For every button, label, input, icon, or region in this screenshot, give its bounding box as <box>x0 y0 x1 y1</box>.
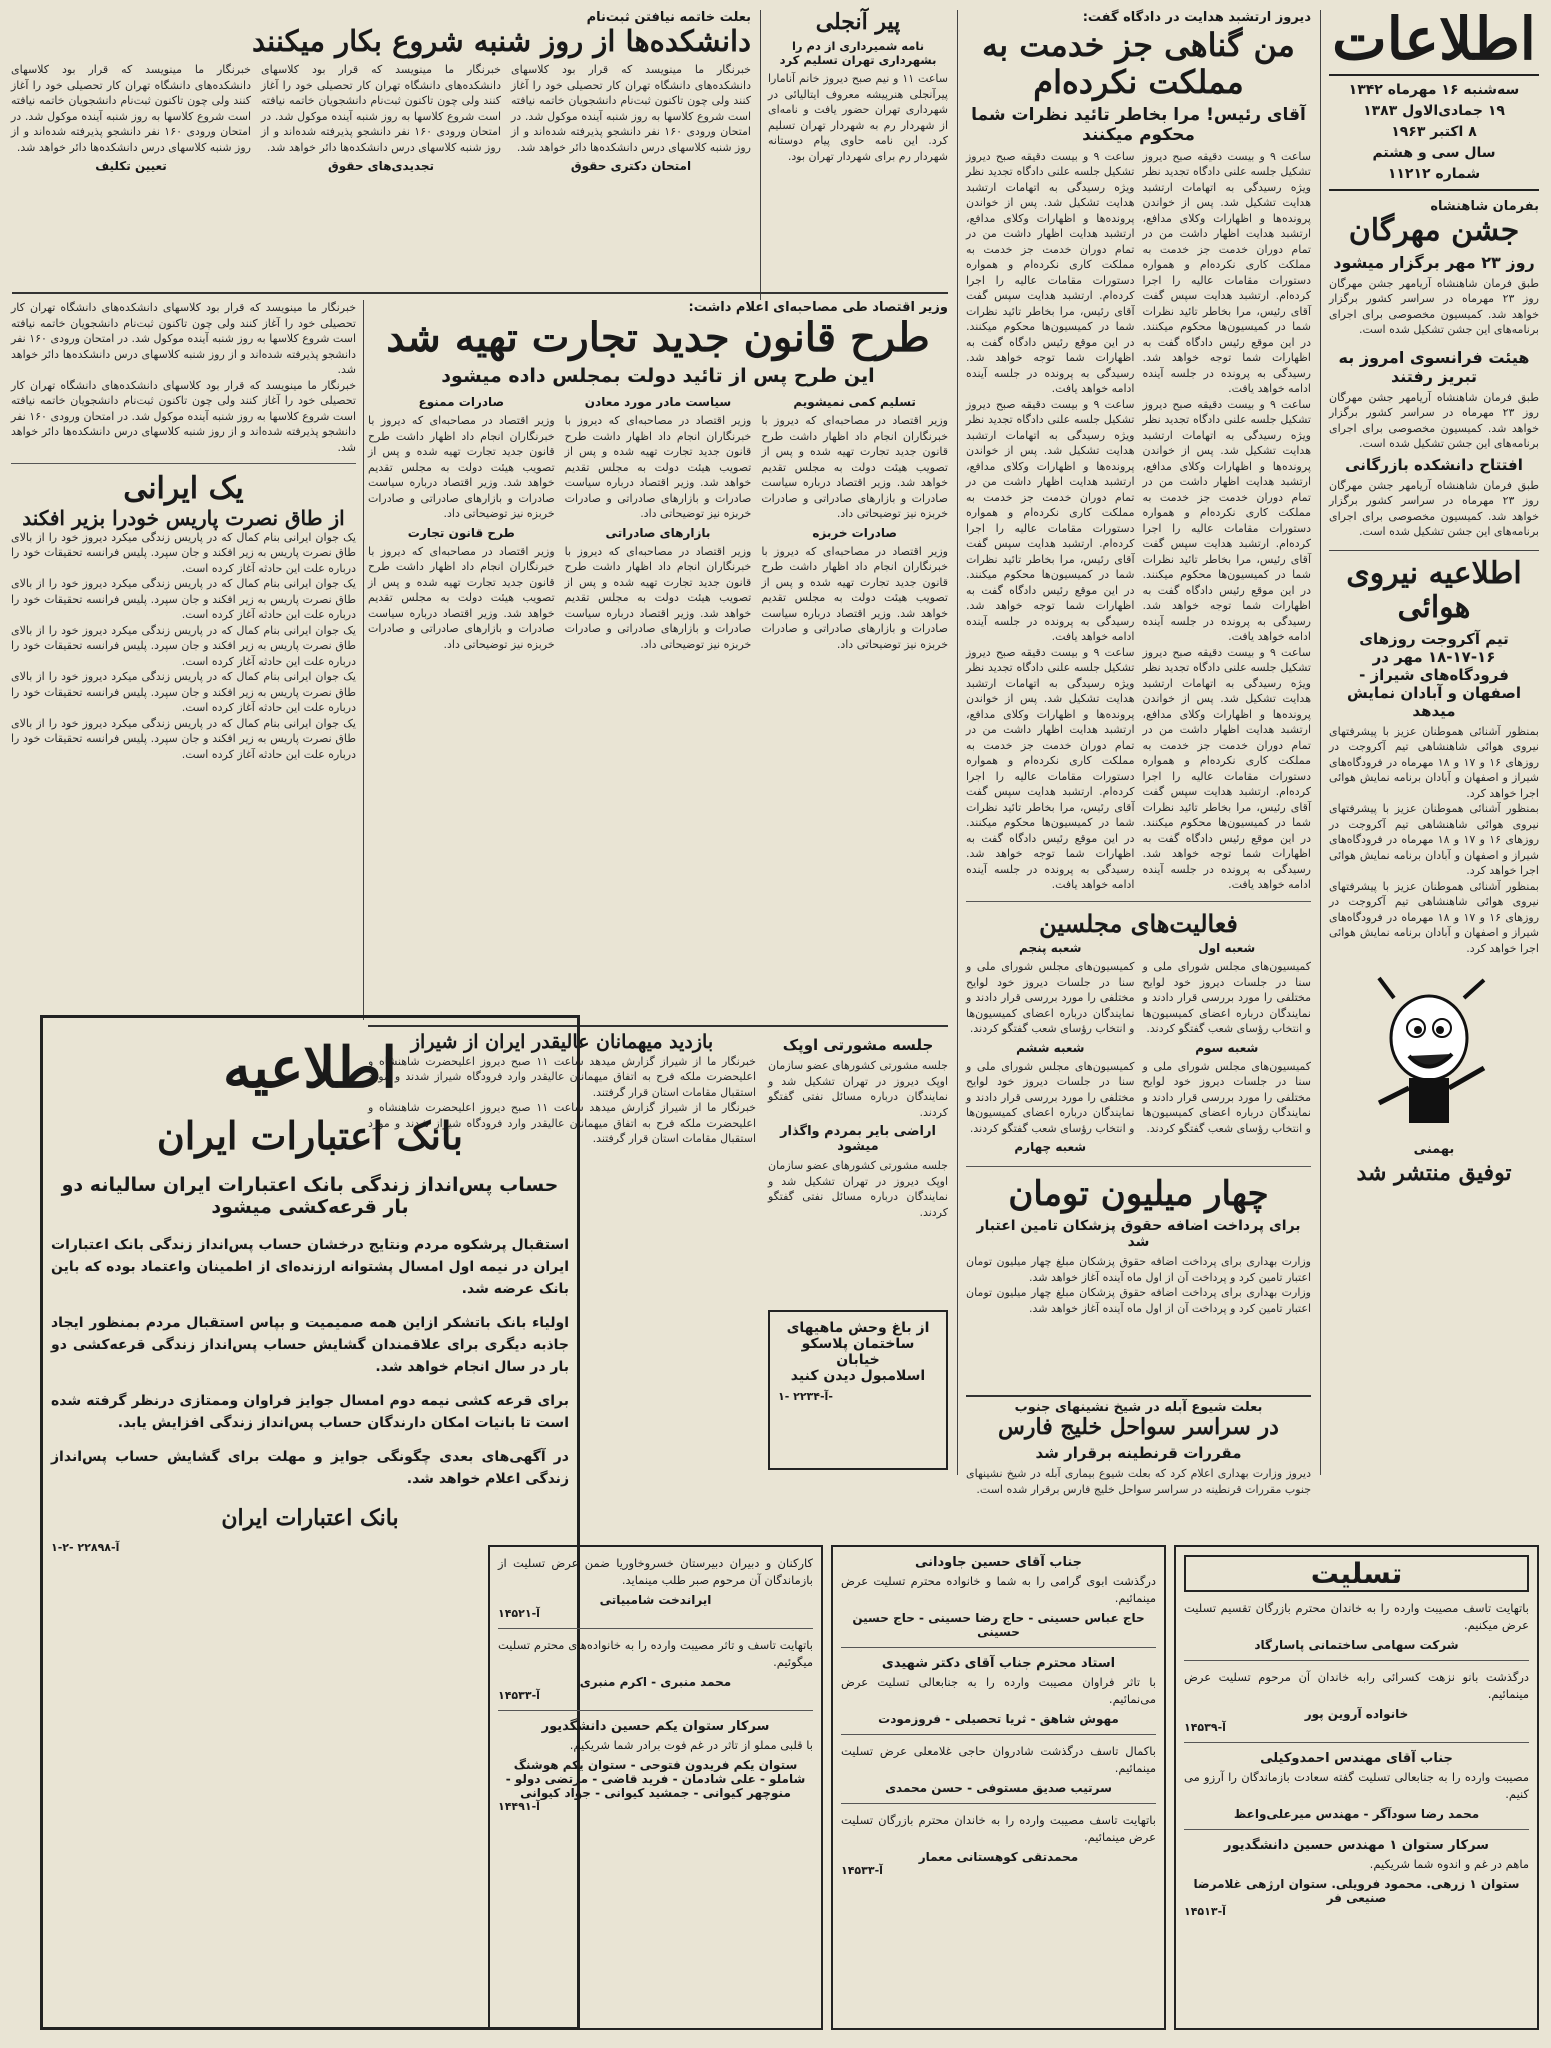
visitors-body-2: خبرنگار ما از شیراز گزارش میدهد ساعت ۱۱ صبح دیروز اعلیحضرت شاهنشاه و اعلیحضرت ملکه فرح به اتفاق میهمانان عالیقدر وارد فرودگاه شیراز شدند و مورد استقبال مقامات استان قرار گرفتند. <box>368 1101 756 1146</box>
land-subhead: اراضی بایر بمردم واگذار میشود <box>780 1124 936 1154</box>
condolence-1-text: باتهایت تاسف مصیبت وارده را به خاندان محترم بازرگان تقسیم تسلیت عرض میکنیم. <box>1184 1601 1529 1632</box>
condolence-banner: تسلیت <box>1184 1555 1529 1592</box>
condolence-9-text: کارکنان و دبیران دبیرستان خسروخاوریا ضمن عرض تسلیت از بازماندگان آن مرحوم صبر طلب مینماید. <box>498 1556 813 1587</box>
condolence-4-code: آ-۱۴۵۱۳ <box>1184 1905 1226 1918</box>
trade-subhead-4: صادرات خربزه <box>812 525 897 540</box>
majlis-subhead-5: شعبه چهارم <box>1014 1140 1087 1155</box>
condolence-10-sign: محمد منبری - اکرم منبری <box>579 1675 732 1689</box>
trade-subhead-2: سیاست مادر مورد معادن <box>584 395 732 409</box>
celebration-article <box>1329 199 1539 540</box>
pierangeli-subtitle: نامه شمیرداری از دم را بشهرداری تهران تسلیم کرد <box>779 39 937 68</box>
celebration-headline: جشن مهرگان <box>1348 213 1520 248</box>
money-body-2: وزارت بهداری برای پرداخت اضافه حقوق پزشکان مبلغ چهار میلیون تومان اعتبار تامین کرد و پرداخت آن از اول ماه آینده آغاز خواهد شد. <box>966 1286 1311 1315</box>
trade-subhead-1: تسلیم کمی نمیشویم <box>793 395 916 409</box>
masthead <box>1329 5 1540 1186</box>
airforce-body-2: بمنظور آشنائی هموطنان عزیز با پیشرفتهای نیروی هوائی شاهنشاهی تیم آکروجت در روزهای ۱۶ و ۱۷ و ۱۸ مهرماه در فرودگاه‌های شیراز و اصفهان و آبادان برنامه نمایش هوائی اجرا خواهد کرد. <box>1329 802 1540 877</box>
paris-body-5: یک جوان ایرانی بنام کمال که در پاریس زندگی میکرد دیروز خود را از بالای طاق نصرت پاریس به زیر افکند و جان سپرد. پلیس فرانسه تحقیقات خود را درباره علت این حادثه آغاز کرده است. <box>11 716 356 761</box>
condolence-3-sign: محمد رضا سودآگر - مهندس میرعلی‌واعظ <box>1233 1807 1480 1821</box>
condolence-7-text: باکمال تاسف درگذشت شادروان حاجی غلامعلی عرض تسلیت مینمائیم. <box>841 1744 1156 1775</box>
quarantine-subhead: مقررات قرنطینه برقرار شد <box>1035 1444 1242 1463</box>
celebration-subhead: روز ۲۳ مهر برگزار میشود <box>1333 252 1535 272</box>
lead-kicker: دیروز ارتشبد هدایت در دادگاه گفت: <box>1082 10 1311 25</box>
condolence-3-title: جناب آقای مهندس احمدوکیلی <box>1260 1751 1453 1766</box>
cartoon-block <box>1329 968 1539 1186</box>
condolence-10-code: آ-۱۴۵۳۳ <box>498 1689 540 1702</box>
condolence-6-title: استاد محترم جناب آقای دکتر شهیدی <box>881 1656 1116 1671</box>
cartoon-signature: بهمنی <box>1413 1142 1455 1157</box>
trade-subhead-5: بازارهای صادراتی <box>605 525 711 540</box>
opec-article <box>768 1032 948 1220</box>
aquarium-line-3: اسلامبول دیدن کنید <box>790 1368 926 1384</box>
aquarium-line-2: ساختمان پلاسکو خیابان <box>801 1336 915 1368</box>
condolence-11-text: با قلبی مملو از تاثر در غم فوت برادر شما شریکیم. <box>569 1738 813 1752</box>
university-body-cont: خبرنگار ما مینویسد که قرار بود کلاسهای دانشکده‌های دانشگاه تهران کار تحصیلی خود را آغاز کنند ولی چون تاکنون ثبت‌نام دانشجویان خاتمه نیافته است شروع کلاسها به روز شنبه آینده موکول شد. در امتحان ورودی ۱۶۰ نفر دانشجو پذیرفته شده‌اند و از روز شنبه کلاسهای درس دانشکده‌ها دائر خواهد شد. <box>11 301 356 376</box>
lead-article <box>966 10 1311 1316</box>
date-gregorian: ۸ اکتبر ۱۹۶۳ <box>1391 124 1477 140</box>
opec-body: جلسه مشورتی کشورهای عضو سازمان اوپک دیروز در تهران تشکیل شد و نمایندگان درباره مسائل نفتی گفتگو کردند. <box>768 1059 948 1119</box>
condolence-9-sign: ایراندخت شامبیاتی <box>599 1593 712 1607</box>
majlis-headline: فعالیت‌های مجلسین <box>1039 908 1238 938</box>
trade-body-1: وزیر اقتصاد در مصاحبه‌ای که دیروز با خبرنگاران انجام داد اظهار داشت طرح قانون جدید تجارت تهیه شده و پس از تصویب هیئت دولت به مجلس تقدیم خواهد شد. وزیر اقتصاد درباره سیاست صادرات و بازارهای صادراتی و صادرات خربزه نیز توضیحاتی داد. <box>761 414 948 520</box>
trade-body-6: وزیر اقتصاد در مصاحبه‌ای که دیروز با خبرنگاران انجام داد اظهار داشت طرح قانون جدید تجارت تهیه شده و پس از تصویب هیئت دولت به مجلس تقدیم خواهد شد. وزیر اقتصاد درباره سیاست صادرات و بازارهای صادراتی و صادرات خربزه نیز توضیحاتی داد. <box>367 544 555 651</box>
bank-ad-paragraph-2: اولیاء بانک باتشکر ازاین همه صمیمیت و بپاس استقبال مردم بمنظور ایجاد جاذبه دیگری برای علاقمندان گشایش حساب پس‌انداز زندگی قرعه‌کشی دو بار در سال انجام خواهد شد. <box>51 1315 569 1376</box>
money-subhead: برای پرداخت اضافه حقوق پزشکان تامین اعتبار شد <box>976 1218 1301 1251</box>
visitors-headline: بازدید میهمانان عالیقدر ایران از شیراز <box>410 1031 714 1053</box>
bank-ad-bank-name: بانک اعتبارات ایران <box>156 1113 464 1159</box>
condolence-7-sign: سرتیب صدیق مستوفی - حسن محمدی <box>885 1781 1112 1795</box>
paris-article <box>11 300 356 762</box>
paris-body-2: یک جوان ایرانی بنام کمال که در پاریس زندگی میکرد دیروز خود را از بالای طاق نصرت پاریس به زیر افکند و جان سپرد. پلیس فرانسه تحقیقات خود را درباره علت این حادثه آغاز کرده است. <box>11 577 356 621</box>
condolence-5-title: جناب آقای حسین جاودانی <box>914 1555 1083 1570</box>
pierangeli-body: ساعت ۱۱ و نیم صبح دیروز خانم آنامارا پیرآنجلی هنرپیشه معروف ایتالیائی در شهرداری تهران حضور یافت و نامه‌ای از شهردار رم به شهردار تهران تسلیم کرد. این نامه حاوی پیام دوستانه شهردار رم برای شهردار تهران بود. <box>768 72 948 163</box>
condolence-11-sign: ستوان یکم فریدون فتوحی - ستوان یکم هوشنگ شاملو - علی شادمان - فرید قاضی - مرتضی دولو - منوچهر کیوانی - جمشید کیوانی - جواد کیوانی <box>505 1758 806 1800</box>
condolence-8-sign: محمدتقی کوهستانی معمار <box>918 1850 1079 1864</box>
university-article <box>11 10 751 177</box>
majlis-body-2: کمیسیون‌های مجلس شورای ملی و سنا در جلسات دیروز خود لوایح مختلفی را مورد بررسی قرار دادند و نمایندگان درباره اعضای کمیسیون‌ها و انتخاب رؤسای شعب گفتگو کردند. <box>966 960 1135 1036</box>
bank-ad-signature: بانک اعتبارات ایران <box>221 1505 399 1532</box>
cartoon-illustration <box>1334 968 1534 1138</box>
opec-headline: جلسه مشورتی اوپک <box>782 1036 934 1054</box>
trade-subhead-6: طرح قانون تجارت <box>407 525 515 540</box>
paris-headline: از طاق نصرت پاریس خودرا بزیر افکند <box>22 505 345 530</box>
trade-body-3: وزیر اقتصاد در مصاحبه‌ای که دیروز با خبرنگاران انجام داد اظهار داشت طرح قانون جدید تجارت تهیه شده و پس از تصویب هیئت دولت به مجلس تقدیم خواهد شد. وزیر اقتصاد درباره سیاست صادرات و بازارهای صادراتی و صادرات خربزه نیز توضیحاتی داد. <box>367 414 555 520</box>
volume-year: سال سی و هشتم <box>1372 145 1496 161</box>
condolence-5-text: درگذشت ابوی گرامی را به شما و خانواده محترم تسلیت عرض مینمائیم. <box>841 1574 1156 1605</box>
trade-body-2: وزیر اقتصاد در مصاحبه‌ای که دیروز با خبرنگاران انجام داد اظهار داشت طرح قانون جدید تجارت تهیه شده و پس از تصویب هیئت دولت به مجلس تقدیم خواهد شد. وزیر اقتصاد درباره سیاست صادرات و بازارهای صادراتی و صادرات خربزه نیز توضیحاتی داد. <box>564 414 752 520</box>
bank-ad-paragraph-4: در آگهی‌های بعدی چگونگی جوایز و مهلت برای گشایش حساب پس‌انداز زندگی اعلام خواهد شد. <box>51 1449 569 1488</box>
airforce-article <box>1329 550 1539 957</box>
visitors-body-1: خبرنگار ما از شیراز گزارش میدهد ساعت ۱۱ صبح دیروز اعلیحضرت شاهنشاه و اعلیحضرت ملکه فرح به اتفاق میهمانان عالیقدر وارد فرودگاه شیراز شدند و مورد استقبال مقامات استان قرار گرفتند. <box>368 1054 756 1099</box>
aquarium-ad <box>768 1310 948 1470</box>
majlis-body-3: کمیسیون‌های مجلس شورای ملی و سنا در جلسات دیروز خود لوایح مختلفی را مورد بررسی قرار دادند و نمایندگان درباره اعضای کمیسیون‌ها و انتخاب رؤسای شعب گفتگو کردند. <box>1142 1059 1311 1135</box>
newspaper-name: اطلاعات <box>1332 5 1536 73</box>
celebration-body-2: طبق فرمان شاهنشاه آریامهر جشن مهرگان روز ۲۳ مهرماه در سراسر کشور برگزار خواهد شد. کمیسیون مخصوصی برای اجرای برنامه‌های این جشن تشکیل شده است. <box>1329 390 1539 450</box>
condolence-11-code: آ-۱۴۴۹۱ <box>498 1800 540 1813</box>
condolence-3-text: مصیبت وارده را به جنابعالی تسلیت گفته سعادت بازماندگان را آرزو می کنیم. <box>1184 1770 1529 1801</box>
lead-body-col1b: ساعت ۹ و بیست دقیقه صبح دیروز تشکیل جلسه علنی دادگاه تجدید نظر ویژه رسیدگی به اتهامات ارتشبد هدایت تشکیل شد. پس از خواندن پرونده‌ها و اظهارات وکلای مدافع، ارتشبد هدایت اظهار داشت من در تمام دوران خدمت جز خدمت به مملکت کاری نکرده‌ام و همواره دستورات مقامات عالیه را اجرا کرده‌ام. ارتشبد هدایت سپس گفت آقای رئیس، مرا بخاطر تائید نظرات شما در کمیسیون‌ها محکوم میکنند. در این موقع رئیس دادگاه گفت به اظهارات شما توجه خواهد شد. رسیدگی به پرونده در جلسه آینده ادامه خواهد یافت. <box>1142 397 1311 644</box>
university-body-2: خبرنگار ما مینویسد که قرار بود کلاسهای دانشکده‌های دانشگاه تهران کار تحصیلی خود را آغاز کنند ولی چون تاکنون ثبت‌نام دانشجویان خاتمه نیافته است شروع کلاسها به روز شنبه آینده موکول شد. در امتحان ورودی ۱۶۰ نفر دانشجو پذیرفته شده‌اند و از روز شنبه کلاسهای درس دانشکده‌ها دائر خواهد شد. <box>261 63 501 154</box>
quarantine-kicker: بعلت شیوع آبله در شیخ نشینهای جنوب <box>1014 1400 1263 1415</box>
trade-kicker: وزیر اقتصاد طی مصاحبه‌ای اعلام داشت: <box>688 300 948 315</box>
trade-headline: طرح قانون جدید تجارت تهیه شد <box>386 314 930 361</box>
condolence-8-code: آ-۱۴۵۳۳ <box>841 1864 883 1877</box>
condolence-5-sign: حاج عباس حسینی - حاج رضا حسینی - حاج حسین حسینی <box>852 1611 1145 1639</box>
lead-headline: من گناهی جز خدمت به مملکت نکرده‌ام <box>982 26 1295 101</box>
university-subhead-3: تعیین تکلیف <box>95 159 167 174</box>
celebration-subhead-french: هیئت فرانسوی امروز به تبریز رفتند <box>1338 347 1530 386</box>
condolence-column-2 <box>831 1545 1166 2030</box>
date-hijri: ۱۹ جمادی‌الاول ۱۳۸۳ <box>1363 103 1505 119</box>
lead-body-col1: ساعت ۹ و بیست دقیقه صبح دیروز تشکیل جلسه علنی دادگاه تجدید نظر ویژه رسیدگی به اتهامات ارتشبد هدایت تشکیل شد. پس از خواندن پرونده‌ها و اظهارات وکلای مدافع، ارتشبد هدایت اظهار داشت من در تمام دوران خدمت جز خدمت به مملکت کاری نکرده‌ام و همواره دستورات مقامات عالیه را اجرا کرده‌ام. ارتشبد هدایت سپس گفت آقای رئیس، مرا بخاطر تائید نظرات شما در کمیسیون‌ها محکوم میکنند. در این موقع رئیس دادگاه گفت به اظهارات شما توجه خواهد شد. رسیدگی به پرونده در جلسه آینده ادامه خواهد یافت. <box>1142 149 1311 396</box>
bank-ad-paragraph-1: استقبال پرشکوه مردم ونتایج درخشان حساب پس‌انداز زندگی بانک اعتبارات ایران در نیمه اول امسال پشتوانه ارزنده‌ای از اطمینان واعتماد بوده که باین بانک عرضه شد. <box>51 1237 569 1298</box>
lead-body-col2c: ساعت ۹ و بیست دقیقه صبح دیروز تشکیل جلسه علنی دادگاه تجدید نظر ویژه رسیدگی به اتهامات ارتشبد هدایت تشکیل شد. پس از خواندن پرونده‌ها و اظهارات وکلای مدافع، ارتشبد هدایت اظهار داشت من در تمام دوران خدمت جز خدمت به مملکت کاری نکرده‌ام و همواره دستورات مقامات عالیه را اجرا کرده‌ام. ارتشبد هدایت سپس گفت آقای رئیس، مرا بخاطر تائید نظرات شما در کمیسیون‌ها محکوم میکنند. در این موقع رئیس دادگاه گفت به اظهارات شما توجه خواهد شد. رسیدگی به پرونده در جلسه آینده ادامه خواهد یافت. <box>966 645 1135 892</box>
condolence-4-title: سرکار ستوان ۱ مهندس حسین دانشگدیور <box>1224 1838 1489 1853</box>
bank-ad-title: اطلاعیه <box>223 1035 397 1101</box>
majlis-body-4: کمیسیون‌های مجلس شورای ملی و سنا در جلسات دیروز خود لوایح مختلفی را مورد بررسی قرار دادند و نمایندگان درباره اعضای کمیسیون‌ها و انتخاب رؤسای شعب گفتگو کردند. <box>966 1059 1135 1135</box>
money-body: وزارت بهداری برای پرداخت اضافه حقوق پزشکان مبلغ چهار میلیون تومان اعتبار تامین کرد و پرداخت آن از اول ماه آینده آغاز خواهد شد. <box>966 1255 1311 1284</box>
condolence-8-text: باتهایت تاسف مصیبت وارده را به خاندان محترم بازرگان تسلیت عرض مینمائیم. <box>841 1813 1156 1844</box>
pierangeli-article <box>768 10 948 164</box>
airforce-body-3: بمنظور آشنائی هموطنان عزیز با پیشرفتهای نیروی هوائی شاهنشاهی تیم آکروجت در روزهای ۱۶ و ۱۷ و ۱۸ مهرماه در فرودگاه‌های شیراز و اصفهان و آبادان برنامه نمایش هوائی اجرا خواهد کرد. <box>1329 879 1540 955</box>
pierangeli-title: پیر آنجلی <box>815 9 901 35</box>
condolence-2-text: درگذشت بانو نزهت کسرائی رابه خاندان آن مرحوم تسلیت عرض مینمائیم. <box>1184 1670 1529 1701</box>
majlis-subhead-4: شعبه ششم <box>1016 1040 1085 1055</box>
condolence-column-1 <box>1174 1545 1539 2030</box>
trade-subhead-3: صادرات ممنوع <box>418 395 505 409</box>
university-kicker: بعلت خاتمه نیافتن ثبت‌نام <box>586 10 751 25</box>
trade-subhead: این طرح پس از تائید دولت بمجلس داده میشود <box>441 365 875 387</box>
aquarium-line-1: از باغ وحش ماهیهای <box>786 1320 930 1336</box>
condolence-6-sign: مهوش شاهق - ثریا تحصیلی - فروزمودت <box>878 1712 1119 1726</box>
condolence-11-title: سرکار ستوان یکم حسین دانشگدیور <box>541 1719 770 1734</box>
paris-body-3: یک جوان ایرانی بنام کمال که در پاریس زندگی میکرد دیروز خود را از بالای طاق نصرت پاریس به زیر افکند و جان سپرد. پلیس فرانسه تحقیقات خود را درباره علت این حادثه آغاز کرده است. <box>11 623 356 668</box>
university-subhead-1: امتحان دکتری حقوق <box>570 159 692 174</box>
condolence-1-sign: شرکت سهامی ساختمانی پاسارگاد <box>1254 1638 1459 1652</box>
issue-number: شماره ۱۱۲۱۲ <box>1387 166 1481 182</box>
condolence-9-code: آ-۱۴۵۲۱ <box>498 1607 540 1620</box>
majlis-subhead-3: شعبه سوم <box>1195 1040 1259 1055</box>
condolence-2-code: آ-۱۴۵۳۹ <box>1184 1721 1226 1734</box>
university-body-cont2: خبرنگار ما مینویسد که قرار بود کلاسهای دانشکده‌های دانشگاه تهران کار تحصیلی خود را آغاز کنند ولی چون تاکنون ثبت‌نام دانشجویان خاتمه نیافته است شروع کلاسها به روز شنبه آینده موکول شد. در امتحان ورودی ۱۶۰ نفر دانشجو پذیرفته شده‌اند و از روز شنبه کلاسهای درس دانشکده‌ها دائر خواهد شد. <box>11 378 356 454</box>
airforce-subhead: تیم آکروجت روزهای ۱۶-۱۷-۱۸ مهر در فرودگاه‌های شیراز - اصفهان و آبادان نمایش میدهد <box>1347 629 1521 720</box>
quarantine-body: دیروز وزارت بهداری اعلام کرد که بعلت شیوع بیماری آبله در شیخ نشینهای جنوب مقررات قرنطینه در سراسر سواحل خلیج فارس برقرار شده است. <box>966 1467 1311 1496</box>
trade-body-5: وزیر اقتصاد در مصاحبه‌ای که دیروز با خبرنگاران انجام داد اظهار داشت طرح قانون جدید تجارت تهیه شده و پس از تصویب هیئت دولت به مجلس تقدیم خواهد شد. وزیر اقتصاد درباره سیاست صادرات و بازارهای صادراتی و صادرات خربزه نیز توضیحاتی داد. <box>564 544 752 651</box>
majlis-subhead-1: شعبه اول <box>1198 941 1256 956</box>
condolence-2-sign: خانواده آروین پور <box>1304 1707 1409 1721</box>
university-body-1: خبرنگار ما مینویسد که قرار بود کلاسهای دانشکده‌های دانشگاه تهران کار تحصیلی خود را آغاز کنند ولی چون تاکنون ثبت‌نام دانشجویان خاتمه نیافته است شروع کلاسها به روز شنبه آینده موکول شد. در امتحان ورودی ۱۶۰ نفر دانشجو پذیرفته شده‌اند و از روز شنبه کلاسهای درس دانشکده‌ها دائر خواهد شد. <box>511 63 751 154</box>
lead-body-col2b: ساعت ۹ و بیست دقیقه صبح دیروز تشکیل جلسه علنی دادگاه تجدید نظر ویژه رسیدگی به اتهامات ارتشبد هدایت تشکیل شد. پس از خواندن پرونده‌ها و اظهارات وکلای مدافع، ارتشبد هدایت اظهار داشت من در تمام دوران خدمت جز خدمت به مملکت کاری نکرده‌ام و همواره دستورات مقامات عالیه را اجرا کرده‌ام. ارتشبد هدایت سپس گفت آقای رئیس، مرا بخاطر تائید نظرات شما در کمیسیون‌ها محکوم میکنند. در این موقع رئیس دادگاه گفت به اظهارات شما توجه خواهد شد. رسیدگی به پرونده در جلسه آینده ادامه خواهد یافت. <box>966 397 1135 644</box>
lead-subhead: آقای رئیس! مرا بخاطر تائید نظرات شما محکوم میکنند <box>971 104 1306 145</box>
cartoon-caption: توفیق منتشر شد <box>1356 1160 1512 1186</box>
paris-body-1: یک جوان ایرانی بنام کمال که در پاریس زندگی میکرد دیروز خود را از بالای طاق نصرت پاریس به زیر افکند و جان سپرد. پلیس فرانسه تحقیقات خود را درباره علت این حادثه آغاز کرده است. <box>11 530 356 575</box>
bank-ad-paragraph-3: برای قرعه کشی نیمه دوم امسال جوایز فراوان وممتازی درنظر گرفته شده است تا بانیات امکان دارندگان حساب پس‌انداز زندگی افزایش یابد. <box>51 1393 569 1432</box>
celebration-body: طبق فرمان شاهنشاه آریامهر جشن مهرگان روز ۲۳ مهرماه در سراسر کشور برگزار خواهد شد. کمیسیون مخصوصی برای اجرای برنامه‌های این جشن تشکیل شده است. <box>1329 276 1539 336</box>
condolence-4-sign: ستوان ۱ زرهی. محمود فرویلی. ستوان ارژهی غلامرضا صنیعی فر <box>1193 1877 1520 1905</box>
land-body: جلسه مشورتی کشورهای عضو سازمان اوپک دیروز در تهران تشکیل شد و نمایندگان درباره مسائل نفتی گفتگو کردند. <box>768 1159 948 1219</box>
trade-body-4: وزیر اقتصاد در مصاحبه‌ای که دیروز با خبرنگاران انجام داد اظهار داشت طرح قانون جدید تجارت تهیه شده و پس از تصویب هیئت دولت به مجلس تقدیم خواهد شد. وزیر اقتصاد درباره سیاست صادرات و بازارهای صادراتی و صادرات خربزه نیز توضیحاتی داد. <box>761 544 948 651</box>
bank-ad-headline: حساب پس‌انداز زندگی بانک اعتبارات ایران سالیانه دو بار قرعه‌کشی میشود <box>61 1174 559 1219</box>
celebration-subhead-faculty: افتتاح دانشکده بازرگانی <box>1345 455 1523 474</box>
date-weekday: سه‌شنبه ۱۶ مهرماه ۱۳۴۲ <box>1348 82 1520 98</box>
lead-body-col1c: ساعت ۹ و بیست دقیقه صبح دیروز تشکیل جلسه علنی دادگاه تجدید نظر ویژه رسیدگی به اتهامات ارتشبد هدایت تشکیل شد. پس از خواندن پرونده‌ها و اظهارات وکلای مدافع، ارتشبد هدایت اظهار داشت من در تمام دوران خدمت جز خدمت به مملکت کاری نکرده‌ام و همواره دستورات مقامات عالیه را اجرا کرده‌ام. ارتشبد هدایت سپس گفت آقای رئیس، مرا بخاطر تائید نظرات شما در کمیسیون‌ها محکوم میکنند. در این موقع رئیس دادگاه گفت به اظهارات شما توجه خواهد شد. رسیدگی به پرونده در جلسه آینده ادامه خواهد یافت. <box>1142 645 1311 892</box>
airforce-body: بمنظور آشنائی هموطنان عزیز با پیشرفتهای نیروی هوائی شاهنشاهی تیم آکروجت در روزهای ۱۶ و ۱۷ و ۱۸ مهرماه در فرودگاه‌های شیراز و اصفهان و آبادان برنامه نمایش هوائی اجرا خواهد کرد. <box>1329 724 1540 800</box>
majlis-subhead-2: شعبه پنجم <box>1019 941 1082 956</box>
paris-title: یک ایرانی <box>123 471 244 506</box>
lead-body-col2: ساعت ۹ و بیست دقیقه صبح دیروز تشکیل جلسه علنی دادگاه تجدید نظر ویژه رسیدگی به اتهامات ارتشبد هدایت تشکیل شد. پس از خواندن پرونده‌ها و اظهارات وکلای مدافع، ارتشبد هدایت اظهار داشت من در تمام دوران خدمت جز خدمت به مملکت کاری نکرده‌ام و همواره دستورات مقامات عالیه را اجرا کرده‌ام. ارتشبد هدایت سپس گفت آقای رئیس، مرا بخاطر تائید نظرات شما در کمیسیون‌ها محکوم میکنند. در این موقع رئیس دادگاه گفت به اظهارات شما توجه خواهد شد. رسیدگی به پرونده در جلسه آینده ادامه خواهد یافت. <box>966 149 1135 396</box>
celebration-kicker: بفرمان شاهنشاه <box>1430 199 1539 214</box>
condolence-10-text: باتهایت تاسف و تاثر مصیبت وارده را به خانواده‌های محترم تسلیت میگوئیم. <box>498 1638 813 1669</box>
university-body-3: خبرنگار ما مینویسد که قرار بود کلاسهای دانشکده‌های دانشگاه تهران کار تحصیلی خود را آغاز کنند ولی چون تاکنون ثبت‌نام دانشجویان خاتمه نیافته است شروع کلاسها به روز شنبه آینده موکول شد. در امتحان ورودی ۱۶۰ نفر دانشجو پذیرفته شده‌اند و از روز شنبه کلاسهای درس دانشکده‌ها دائر خواهد شد. <box>11 63 251 154</box>
trade-law-article <box>368 300 948 652</box>
bank-ad-code: آ-۲۲۸۹۸ -۲-۱ <box>51 1541 120 1555</box>
condolence-6-text: با تاثر فراوان مصیبت وارده را به جنابعالی تسلیت عرض می‌نمائیم. <box>841 1675 1156 1706</box>
condolence-4-text: ماهم در غم و اندوه شما شریکیم. <box>1369 1857 1529 1871</box>
quarantine-headline: در سراسر سواحل خلیج فارس <box>998 1414 1279 1440</box>
aquarium-code: آ-۲۲۳۴ -۱- <box>778 1390 833 1403</box>
quarantine-article <box>966 1400 1311 1497</box>
university-headline: دانشکده‌ها از روز شنبه شروع بکار میکنند <box>251 24 751 58</box>
condolence-column-3 <box>488 1545 823 2030</box>
majlis-body-1: کمیسیون‌های مجلس شورای ملی و سنا در جلسات دیروز خود لوایح مختلفی را مورد بررسی قرار دادند و نمایندگان درباره اعضای کمیسیون‌ها و انتخاب رؤسای شعب گفتگو کردند. <box>1142 960 1311 1036</box>
celebration-body-3: طبق فرمان شاهنشاه آریامهر جشن مهرگان روز ۲۳ مهرماه در سراسر کشور برگزار خواهد شد. کمیسیون مخصوصی برای اجرای برنامه‌های این جشن تشکیل شده است. <box>1329 478 1539 538</box>
paris-body-4: یک جوان ایرانی بنام کمال که در پاریس زندگی میکرد دیروز خود را از بالای طاق نصرت پاریس به زیر افکند و جان سپرد. پلیس فرانسه تحقیقات خود را درباره علت این حادثه آغاز کرده است. <box>11 670 356 714</box>
airforce-headline: اطلاعیه نیروی هوائی <box>1346 555 1522 625</box>
money-headline: چهار میلیون تومان <box>1008 1174 1269 1215</box>
university-subhead-2: تجدیدی‌های حقوق <box>327 159 435 174</box>
